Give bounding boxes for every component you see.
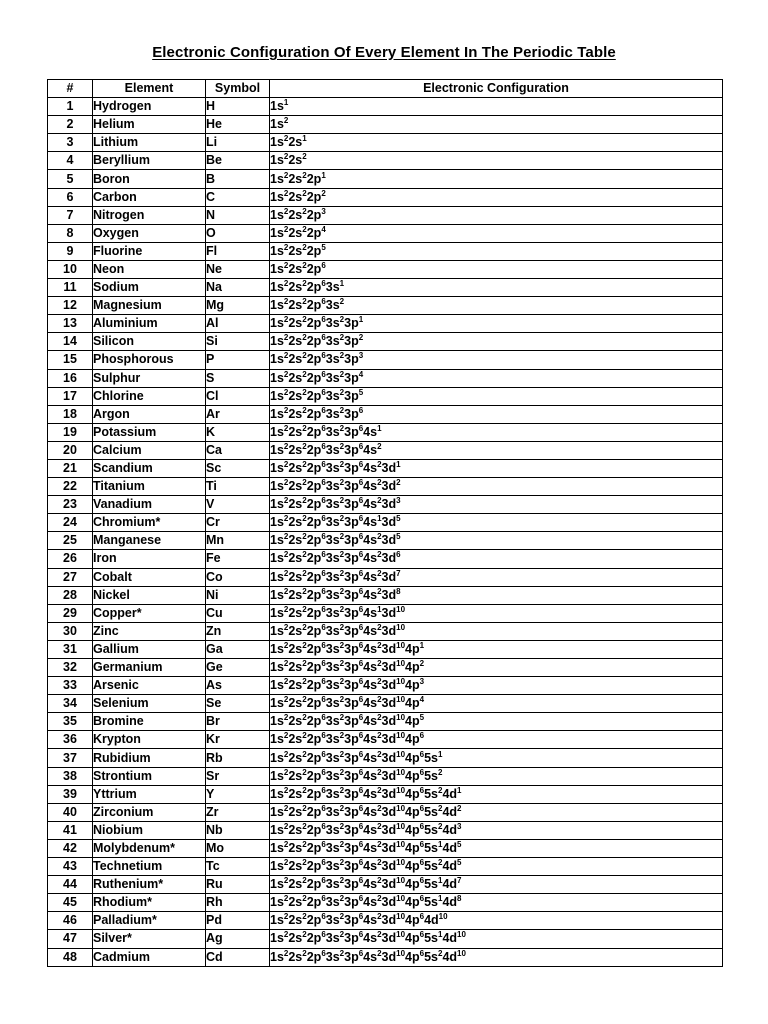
- electron-configuration-cell: $1s^22s^22p^3$: [270, 206, 723, 224]
- element-symbol-cell: Pd: [206, 912, 270, 930]
- element-name-cell: Selenium: [93, 695, 206, 713]
- element-symbol-cell: Ag: [206, 930, 270, 948]
- element-name-cell: Zinc: [93, 622, 206, 640]
- element-symbol-cell: Mg: [206, 297, 270, 315]
- atomic-number-cell: 44: [48, 876, 93, 894]
- atomic-number-cell: 36: [48, 731, 93, 749]
- electron-configuration-cell: $1s^22s^1$: [270, 134, 723, 152]
- electron-configuration-cell: $1s^22s^22p^1$: [270, 170, 723, 188]
- atomic-number-cell: 45: [48, 894, 93, 912]
- table-row: [48, 405, 723, 423]
- element-symbol-cell: Cu: [206, 604, 270, 622]
- element-symbol-cell: K: [206, 423, 270, 441]
- element-name-cell: Chromium*: [93, 514, 206, 532]
- table-row: [48, 912, 723, 930]
- element-symbol-cell: Kr: [206, 731, 270, 749]
- atomic-number-cell: 35: [48, 713, 93, 731]
- table-row: [48, 242, 723, 260]
- table-row: [48, 568, 723, 586]
- element-name-cell: Rubidium: [93, 749, 206, 767]
- element-name-cell: Copper*: [93, 604, 206, 622]
- electron-configuration-cell: $1s^22s^22p^63s^23p^64s^23d^5$: [270, 532, 723, 550]
- electron-configuration-cell: $1s^22s^22p^63s^23p^64s^23d^{10}4p^3$: [270, 677, 723, 695]
- table-row: [48, 640, 723, 658]
- atomic-number-cell: 1: [48, 98, 93, 116]
- element-symbol-cell: Ge: [206, 659, 270, 677]
- element-name-cell: Manganese: [93, 532, 206, 550]
- atomic-number-cell: 19: [48, 423, 93, 441]
- table-row: [48, 839, 723, 857]
- atomic-number-cell: 25: [48, 532, 93, 550]
- atomic-number-cell: 42: [48, 839, 93, 857]
- electron-configuration-cell: $1s^22s^22p^63s^23p^64s^23d^{10}4p^2$: [270, 659, 723, 677]
- element-symbol-cell: Y: [206, 785, 270, 803]
- table-row: [48, 876, 723, 894]
- atomic-number-cell: 12: [48, 297, 93, 315]
- element-symbol-cell: Nb: [206, 821, 270, 839]
- element-symbol-cell: Rh: [206, 894, 270, 912]
- atomic-number-cell: 7: [48, 206, 93, 224]
- table-row: [48, 459, 723, 477]
- element-name-cell: Silver*: [93, 930, 206, 948]
- electron-configuration-cell: $1s^22s^22p^63s^23p^3$: [270, 351, 723, 369]
- table-row: [48, 134, 723, 152]
- atomic-number-cell: 31: [48, 640, 93, 658]
- atomic-number-cell: 30: [48, 622, 93, 640]
- element-symbol-cell: Sr: [206, 767, 270, 785]
- electron-configuration-cell: $1s^22s^22p^63s^23p^4$: [270, 369, 723, 387]
- table-row: [48, 152, 723, 170]
- element-symbol-cell: H: [206, 98, 270, 116]
- atomic-number-cell: 10: [48, 260, 93, 278]
- table-row: [48, 224, 723, 242]
- atomic-number-cell: 11: [48, 279, 93, 297]
- element-symbol-cell: Ti: [206, 478, 270, 496]
- atomic-number-cell: 38: [48, 767, 93, 785]
- element-symbol-cell: Mn: [206, 532, 270, 550]
- electron-configuration-cell: $1s^22s^22p^4$: [270, 224, 723, 242]
- electron-configuration-cell: $1s^22s^22p^63s^23p^64s^23d^{10}4p^65s^2$: [270, 767, 723, 785]
- column-header-element: Element: [93, 80, 206, 98]
- electron-configuration-cell: $1s^1$: [270, 98, 723, 116]
- table-row: [48, 351, 723, 369]
- element-symbol-cell: Si: [206, 333, 270, 351]
- atomic-number-cell: 2: [48, 116, 93, 134]
- electron-configuration-cell: $1s^22s^22p^63s^23p^64s^23d^{10}4p^6$: [270, 731, 723, 749]
- atomic-number-cell: 9: [48, 242, 93, 260]
- element-symbol-cell: As: [206, 677, 270, 695]
- element-name-cell: Germanium: [93, 659, 206, 677]
- element-name-cell: Oxygen: [93, 224, 206, 242]
- element-name-cell: Lithium: [93, 134, 206, 152]
- table-row: [48, 767, 723, 785]
- table-row: [48, 803, 723, 821]
- atomic-number-cell: 43: [48, 858, 93, 876]
- element-name-cell: Calcium: [93, 441, 206, 459]
- atomic-number-cell: 34: [48, 695, 93, 713]
- electron-configuration-table: [47, 79, 723, 967]
- element-symbol-cell: Rb: [206, 749, 270, 767]
- electron-configuration-cell: $1s^22s^22p^63s^23p^5$: [270, 387, 723, 405]
- electron-configuration-cell: $1s^22s^22p^63s^23p^64s^23d^{10}4p^65s^14d^{10}$: [270, 930, 723, 948]
- electron-configuration-cell: $1s^22s^22p^63s^23p^64s^23d^{10}4p^65s^24d^1$: [270, 785, 723, 803]
- element-symbol-cell: V: [206, 496, 270, 514]
- table-row: [48, 423, 723, 441]
- atomic-number-cell: 18: [48, 405, 93, 423]
- atomic-number-cell: 39: [48, 785, 93, 803]
- element-name-cell: Ruthenium*: [93, 876, 206, 894]
- table-body: [48, 98, 723, 967]
- atomic-number-cell: 37: [48, 749, 93, 767]
- element-name-cell: Neon: [93, 260, 206, 278]
- atomic-number-cell: 27: [48, 568, 93, 586]
- element-name-cell: Yttrium: [93, 785, 206, 803]
- element-name-cell: Niobium: [93, 821, 206, 839]
- element-name-cell: Helium: [93, 116, 206, 134]
- element-symbol-cell: Zn: [206, 622, 270, 640]
- electron-configuration-cell: $1s^22s^22p^63s^23p^64s^2$: [270, 441, 723, 459]
- electron-configuration-cell: $1s^22s^22p^63s^23p^64s^23d^2$: [270, 478, 723, 496]
- element-symbol-cell: Zr: [206, 803, 270, 821]
- element-name-cell: Phosphorous: [93, 351, 206, 369]
- table-row: [48, 188, 723, 206]
- table-row: [48, 622, 723, 640]
- table-row: [48, 948, 723, 966]
- electron-configuration-cell: $1s^22s^22p^63s^23p^64s^23d^{10}4p^65s^24d^2$: [270, 803, 723, 821]
- electron-configuration-cell: $1s^22s^22p^63s^23p^64s^23d^{10}4p^65s^14d^5$: [270, 839, 723, 857]
- atomic-number-cell: 13: [48, 315, 93, 333]
- table-row: [48, 514, 723, 532]
- element-name-cell: Titanium: [93, 478, 206, 496]
- element-symbol-cell: Ca: [206, 441, 270, 459]
- element-name-cell: Rhodium*: [93, 894, 206, 912]
- electron-configuration-cell: $1s^22s^22p^63s^23p^64s^23d^{10}4p^1$: [270, 640, 723, 658]
- element-symbol-cell: Li: [206, 134, 270, 152]
- element-symbol-cell: Ru: [206, 876, 270, 894]
- element-symbol-cell: Ni: [206, 586, 270, 604]
- element-name-cell: Sulphur: [93, 369, 206, 387]
- table-row: [48, 387, 723, 405]
- table-row: [48, 604, 723, 622]
- atomic-number-cell: 6: [48, 188, 93, 206]
- electron-configuration-cell: $1s^22s^22p^63s^23p^64s^23d^{10}4p^65s^1$: [270, 749, 723, 767]
- electron-configuration-cell: $1s^22s^22p^6$: [270, 260, 723, 278]
- electron-configuration-cell: $1s^22s^22p^63s^23p^64s^23d^{10}4p^64d^{10}$: [270, 912, 723, 930]
- electron-configuration-cell: $1s^22s^22p^63s^23p^64s^1$: [270, 423, 723, 441]
- element-symbol-cell: Mo: [206, 839, 270, 857]
- atomic-number-cell: 22: [48, 478, 93, 496]
- atomic-number-cell: 4: [48, 152, 93, 170]
- electron-configuration-cell: $1s^22s^22p^63s^23p^1$: [270, 315, 723, 333]
- element-symbol-cell: Cr: [206, 514, 270, 532]
- element-name-cell: Gallium: [93, 640, 206, 658]
- table-row: [48, 821, 723, 839]
- electron-configuration-cell: $1s^22s^22p^63s^23p^64s^23d^{10}$: [270, 622, 723, 640]
- element-symbol-cell: Br: [206, 713, 270, 731]
- element-name-cell: Argon: [93, 405, 206, 423]
- table-row: [48, 170, 723, 188]
- table-row: [48, 858, 723, 876]
- element-name-cell: Chlorine: [93, 387, 206, 405]
- electron-configuration-cell: $1s^22s^22p^63s^23p^64s^23d^8$: [270, 586, 723, 604]
- electron-configuration-cell: $1s^22s^22p^63s^2$: [270, 297, 723, 315]
- column-header-configuration: Electronic Configuration: [270, 80, 723, 98]
- element-name-cell: Beryllium: [93, 152, 206, 170]
- electron-configuration-cell: $1s^22s^22p^63s^23p^64s^23d^{10}4p^65s^24d^{10}$: [270, 948, 723, 966]
- element-name-cell: Zirconium: [93, 803, 206, 821]
- atomic-number-cell: 17: [48, 387, 93, 405]
- element-symbol-cell: Co: [206, 568, 270, 586]
- atomic-number-cell: 47: [48, 930, 93, 948]
- element-symbol-cell: Ar: [206, 405, 270, 423]
- table-row: [48, 478, 723, 496]
- electron-configuration-cell: $1s^22s^2$: [270, 152, 723, 170]
- electron-configuration-cell: $1s^22s^22p^63s^23p^6$: [270, 405, 723, 423]
- atomic-number-cell: 3: [48, 134, 93, 152]
- electron-configuration-cell: $1s^22s^22p^63s^23p^64s^23d^{10}4p^4$: [270, 695, 723, 713]
- element-name-cell: Bromine: [93, 713, 206, 731]
- table-row: [48, 98, 723, 116]
- electron-configuration-cell: $1s^22s^22p^63s^23p^64s^23d^{10}4p^65s^24d^5$: [270, 858, 723, 876]
- table-row: [48, 749, 723, 767]
- table-row: [48, 894, 723, 912]
- atomic-number-cell: 28: [48, 586, 93, 604]
- table-row: [48, 586, 723, 604]
- element-symbol-cell: He: [206, 116, 270, 134]
- element-name-cell: Carbon: [93, 188, 206, 206]
- electron-configuration-cell: $1s^2$: [270, 116, 723, 134]
- element-name-cell: Arsenic: [93, 677, 206, 695]
- atomic-number-cell: 15: [48, 351, 93, 369]
- element-symbol-cell: C: [206, 188, 270, 206]
- electron-configuration-cell: $1s^22s^22p^63s^1$: [270, 279, 723, 297]
- element-symbol-cell: O: [206, 224, 270, 242]
- element-symbol-cell: Fe: [206, 550, 270, 568]
- electron-configuration-cell: $1s^22s^22p^63s^23p^64s^13d^5$: [270, 514, 723, 532]
- element-symbol-cell: Al: [206, 315, 270, 333]
- electron-configuration-cell: $1s^22s^22p^5$: [270, 242, 723, 260]
- page-title: Electronic Configuration Of Every Element In The Periodic Table: [152, 44, 616, 61]
- element-symbol-cell: Se: [206, 695, 270, 713]
- table-row: [48, 315, 723, 333]
- atomic-number-cell: 41: [48, 821, 93, 839]
- element-name-cell: Iron: [93, 550, 206, 568]
- element-name-cell: Palladium*: [93, 912, 206, 930]
- element-symbol-cell: N: [206, 206, 270, 224]
- atomic-number-cell: 33: [48, 677, 93, 695]
- atomic-number-cell: 46: [48, 912, 93, 930]
- table-row: [48, 369, 723, 387]
- table-row: [48, 206, 723, 224]
- element-symbol-cell: Cd: [206, 948, 270, 966]
- element-name-cell: Krypton: [93, 731, 206, 749]
- column-header-number: #: [48, 80, 93, 98]
- table-row: [48, 713, 723, 731]
- electron-configuration-cell: $1s^22s^22p^63s^23p^64s^23d^1$: [270, 459, 723, 477]
- element-symbol-cell: Ne: [206, 260, 270, 278]
- table-row: [48, 785, 723, 803]
- atomic-number-cell: 40: [48, 803, 93, 821]
- electron-configuration-cell: $1s^22s^22p^63s^23p^64s^23d^3$: [270, 496, 723, 514]
- electron-configuration-cell: $1s^22s^22p^63s^23p^2$: [270, 333, 723, 351]
- element-name-cell: Potassium: [93, 423, 206, 441]
- element-symbol-cell: S: [206, 369, 270, 387]
- table-row: [48, 496, 723, 514]
- table-row: [48, 659, 723, 677]
- element-name-cell: Aluminium: [93, 315, 206, 333]
- table-row: [48, 677, 723, 695]
- table-row: [48, 731, 723, 749]
- electron-configuration-cell: $1s^22s^22p^63s^23p^64s^23d^{10}4p^65s^24d^3$: [270, 821, 723, 839]
- atomic-number-cell: 48: [48, 948, 93, 966]
- electron-configuration-cell: $1s^22s^22p^63s^23p^64s^23d^{10}4p^65s^14d^8$: [270, 894, 723, 912]
- atomic-number-cell: 8: [48, 224, 93, 242]
- element-symbol-cell: Na: [206, 279, 270, 297]
- table-row: [48, 116, 723, 134]
- element-name-cell: Scandium: [93, 459, 206, 477]
- element-name-cell: Nickel: [93, 586, 206, 604]
- element-symbol-cell: Fl: [206, 242, 270, 260]
- table-row: [48, 550, 723, 568]
- element-name-cell: Silicon: [93, 333, 206, 351]
- element-name-cell: Cadmium: [93, 948, 206, 966]
- element-symbol-cell: P: [206, 351, 270, 369]
- atomic-number-cell: 32: [48, 659, 93, 677]
- electron-configuration-cell: $1s^22s^22p^63s^23p^64s^23d^6$: [270, 550, 723, 568]
- table-row: [48, 279, 723, 297]
- table-row: [48, 441, 723, 459]
- atomic-number-cell: 14: [48, 333, 93, 351]
- element-name-cell: Vanadium: [93, 496, 206, 514]
- table-row: [48, 260, 723, 278]
- electron-configuration-cell: $1s^22s^22p^63s^23p^64s^23d^7$: [270, 568, 723, 586]
- atomic-number-cell: 20: [48, 441, 93, 459]
- table-row: [48, 297, 723, 315]
- electron-configuration-cell: $1s^22s^22p^63s^23p^64s^23d^{10}4p^5$: [270, 713, 723, 731]
- table-row: [48, 695, 723, 713]
- element-name-cell: Hydrogen: [93, 98, 206, 116]
- element-symbol-cell: Cl: [206, 387, 270, 405]
- element-name-cell: Cobalt: [93, 568, 206, 586]
- element-name-cell: Molybdenum*: [93, 839, 206, 857]
- element-name-cell: Strontium: [93, 767, 206, 785]
- table-header-row: [48, 80, 723, 98]
- element-name-cell: Sodium: [93, 279, 206, 297]
- atomic-number-cell: 23: [48, 496, 93, 514]
- table-row: [48, 532, 723, 550]
- element-name-cell: Technetium: [93, 858, 206, 876]
- element-symbol-cell: B: [206, 170, 270, 188]
- atomic-number-cell: 26: [48, 550, 93, 568]
- column-header-symbol: Symbol: [206, 80, 270, 98]
- element-name-cell: Magnesium: [93, 297, 206, 315]
- electron-configuration-cell: $1s^22s^22p^63s^23p^64s^13d^{10}$: [270, 604, 723, 622]
- table-row: [48, 930, 723, 948]
- atomic-number-cell: 16: [48, 369, 93, 387]
- element-symbol-cell: Ga: [206, 640, 270, 658]
- element-symbol-cell: Tc: [206, 858, 270, 876]
- element-symbol-cell: Be: [206, 152, 270, 170]
- electron-configuration-cell: $1s^22s^22p^2$: [270, 188, 723, 206]
- atomic-number-cell: 29: [48, 604, 93, 622]
- element-symbol-cell: Sc: [206, 459, 270, 477]
- table-row: [48, 333, 723, 351]
- element-name-cell: Fluorine: [93, 242, 206, 260]
- element-name-cell: Boron: [93, 170, 206, 188]
- atomic-number-cell: 5: [48, 170, 93, 188]
- electron-configuration-cell: $1s^22s^22p^63s^23p^64s^23d^{10}4p^65s^14d^7$: [270, 876, 723, 894]
- element-name-cell: Nitrogen: [93, 206, 206, 224]
- atomic-number-cell: 24: [48, 514, 93, 532]
- atomic-number-cell: 21: [48, 459, 93, 477]
